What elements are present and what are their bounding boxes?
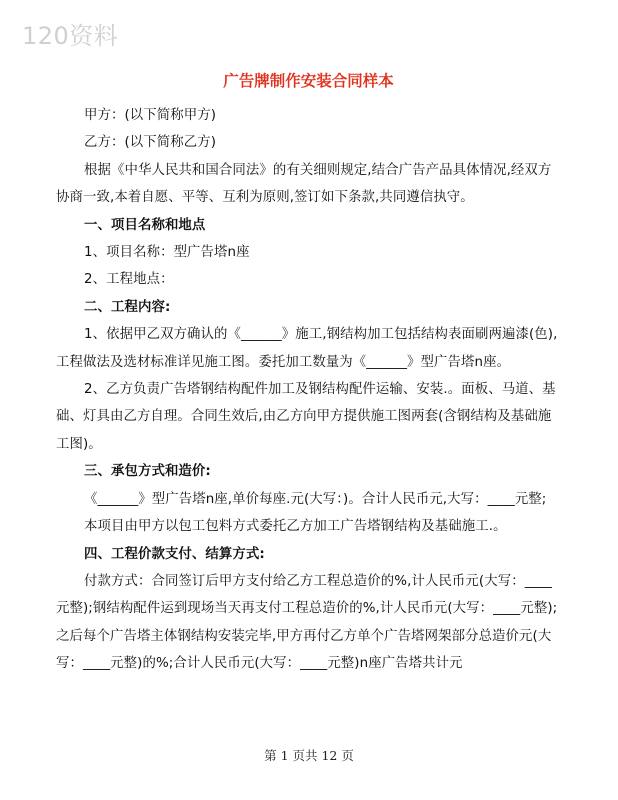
section-heading-3: 三、承包方式和造价: [84, 464, 211, 480]
contract-mode-paragraph: 本项目由甲方以包工包料方式委托乙方加工广告塔钢结构及基础施工.。 [84, 519, 507, 535]
preamble-paragraph: 根据《中华人民共和国合同法》的有关细则规定,结合广告产品具体情况,经双方协商一致,本着自愿、平等、互利为原则,签订如下条款,共同遵信执守。 [56, 162, 552, 206]
price-paragraph: 《______》型广告塔n座,单价每座.元(大写：)。合计人民币元,大写：____元整; [84, 491, 547, 507]
payment-paragraph: 付款方式：合同签订后甲方支付给乙方工程总造价的%,计人民币元(大写：____元整);钢结构配件运到现场当天再支付工程总造价的%,计人民币元(大写：____元整);之后每个广告塔主体钢结构安装完毕,甲方再付乙方单个广告塔网架部分总造价元(大写：____元整)的%;合计人民币元(大写：____元整)n座广告塔共计元 [56, 573, 558, 672]
document-title: 广告牌制作安装合同样本 [223, 72, 394, 90]
project-location-line: 2、工程地点： [84, 272, 174, 288]
work-content-paragraph-1: 1、依据甲乙双方确认的《______》施工,钢结构加工包括结构表面刷两遍漆(色),工程做法及选材标准详见施工图。委托加工数量为《______》型广告塔n座。 [56, 327, 558, 370]
party-b-line: 乙方：(以下简称乙方) [84, 135, 217, 151]
watermark: 120资料 [22, 22, 119, 50]
project-name-line: 1、项目名称：型广告塔n座 [84, 245, 250, 261]
work-content-paragraph-2: 2、乙方负责广告塔钢结构配件加工及钢结构配件运输、安装.。面板、马道、基础、灯具由乙方自理。合同生效后,由乙方向甲方提供施工图两套(含钢结构及基础施工图)。 [56, 382, 556, 452]
section-heading-1: 一、项目名称和地点 [84, 217, 206, 233]
section-heading-4: 四、工程价款支付、结算方式: [84, 546, 265, 562]
party-a-line: 甲方：(以下简称甲方) [84, 108, 217, 123]
page-footer: 第 1 页共 12 页 [264, 748, 354, 763]
section-heading-2: 二、工程内容: [84, 299, 171, 315]
document-page [56, 70, 561, 678]
